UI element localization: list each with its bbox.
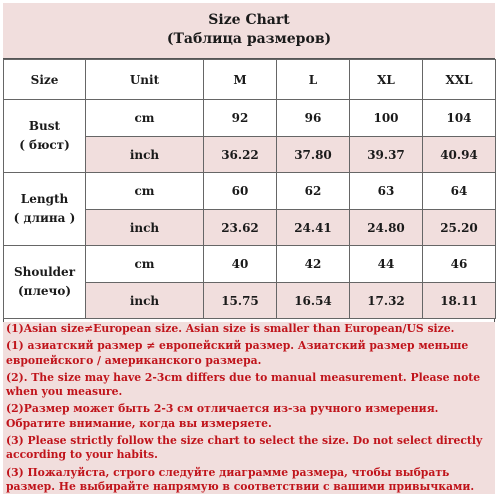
unit-cell: inch (86, 210, 204, 246)
value-cell: 24.80 (350, 210, 423, 246)
title-box (3, 3, 495, 59)
measure-label-en: Bust (28, 119, 61, 133)
size-notes (3, 322, 495, 494)
measure-label-ru: ( бюст) (19, 138, 70, 152)
header-size: Size (4, 60, 86, 100)
header-size-m: M (204, 60, 277, 100)
header-unit: Unit (86, 60, 204, 100)
value-cell: 46 (423, 246, 496, 283)
unit-cell: cm (86, 100, 204, 137)
value-cell: 62 (277, 173, 350, 210)
measure-label-length (4, 173, 86, 246)
unit-cell: inch (86, 137, 204, 173)
value-cell: 25.20 (423, 210, 496, 246)
note-asian-size-ru: (1) азиатский размер ≠ европейский размер. Азиатский размер меньше европейского / американского размера. (6, 339, 469, 367)
value-cell: 17.32 (350, 283, 423, 319)
chart-subtitle: (Таблица размеров) (166, 31, 332, 47)
value-cell: 16.54 (277, 283, 350, 319)
value-cell: 92 (204, 100, 277, 137)
measure-label-en: Length (20, 192, 69, 206)
chart-title: Size Chart (208, 12, 290, 28)
value-cell: 40 (204, 246, 277, 283)
value-cell: 39.37 (350, 137, 423, 173)
measure-label-ru: ( длина ) (13, 211, 76, 225)
measure-label-bust (4, 100, 86, 173)
size-table (3, 59, 496, 319)
value-cell: 63 (350, 173, 423, 210)
header-size-l: L (277, 60, 350, 100)
value-cell: 18.11 (423, 283, 496, 319)
value-cell: 40.94 (423, 137, 496, 173)
measure-label-ru: (плечо) (17, 284, 72, 298)
note-follow-chart-ru: (3) Пожалуйста, строго следуйте диаграмме размера, чтобы выбрать размер. Не выбирайте напрямую в соответствии с вашими привычками. (6, 465, 475, 493)
note-measurement-en: (2). The size may have 2-3cm differs due to manual measurement. Please note when you measure. (6, 370, 481, 399)
value-cell: 37.80 (277, 137, 350, 173)
unit-cell: cm (86, 173, 204, 210)
note-measurement-ru: (2)Размер может быть 2-3 см отличается из-за ручного измерения. Обратите внимание, когда вы измеряете. (6, 402, 439, 430)
value-cell: 104 (423, 100, 496, 137)
value-cell: 100 (350, 100, 423, 137)
measure-label-en: Shoulder (13, 265, 76, 279)
note-asian-size-en: (1)Asian size≠European size. Asian size is smaller than European/US size. (6, 322, 455, 335)
value-cell: 15.75 (204, 283, 277, 319)
header-size-xl: XL (350, 60, 423, 100)
value-cell: 42 (277, 246, 350, 283)
unit-cell: cm (86, 246, 204, 283)
value-cell: 23.62 (204, 210, 277, 246)
measure-label-shoulder (4, 246, 86, 319)
value-cell: 44 (350, 246, 423, 283)
value-cell: 60 (204, 173, 277, 210)
value-cell: 36.22 (204, 137, 277, 173)
table-row (4, 173, 496, 210)
value-cell: 96 (277, 100, 350, 137)
note-follow-chart-en: (3) Please strictly follow the size chart to select the size. Do not select directly according to your habits. (6, 434, 483, 462)
unit-cell: inch (86, 283, 204, 319)
table-row (4, 246, 496, 283)
header-size-xxl: XXL (423, 60, 496, 100)
value-cell: 24.41 (277, 210, 350, 246)
table-header-row (4, 60, 496, 100)
table-row (4, 100, 496, 137)
value-cell: 64 (423, 173, 496, 210)
